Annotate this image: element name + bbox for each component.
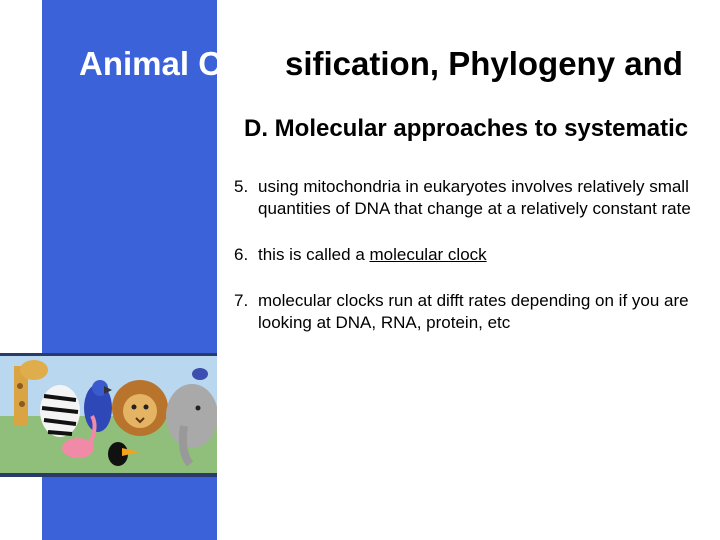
bullet-number: 6. xyxy=(234,245,249,264)
slide-title-right: sification, Phylogeny and xyxy=(285,45,683,82)
bullet-number: 5. xyxy=(234,177,249,196)
bullet-item xyxy=(234,244,704,266)
zebra-shape xyxy=(40,385,80,437)
bird-shape xyxy=(192,368,208,380)
animal-banner-image xyxy=(0,353,217,477)
slide-title-left: Animal C xyxy=(79,45,223,82)
bullet-text: this is called a xyxy=(258,245,370,264)
slide-subtitle: D. Molecular approaches to systematic xyxy=(244,115,689,142)
bullet-list xyxy=(234,176,704,358)
bullet-text: molecular clocks run at difft rates depending on if you are looking at DNA, RNA, protein, etc xyxy=(258,291,689,332)
bullet-text: using mitochondria in eukaryotes involves relatively small quantities of DNA that change at a relatively constant rate xyxy=(258,177,691,218)
bullet-number: 7. xyxy=(234,291,249,310)
bullet-item xyxy=(234,290,704,334)
lion-shape xyxy=(112,380,168,436)
animal-illustration-icon xyxy=(0,356,217,473)
bullet-item xyxy=(234,176,704,220)
underlined-term: molecular clock xyxy=(369,245,487,264)
